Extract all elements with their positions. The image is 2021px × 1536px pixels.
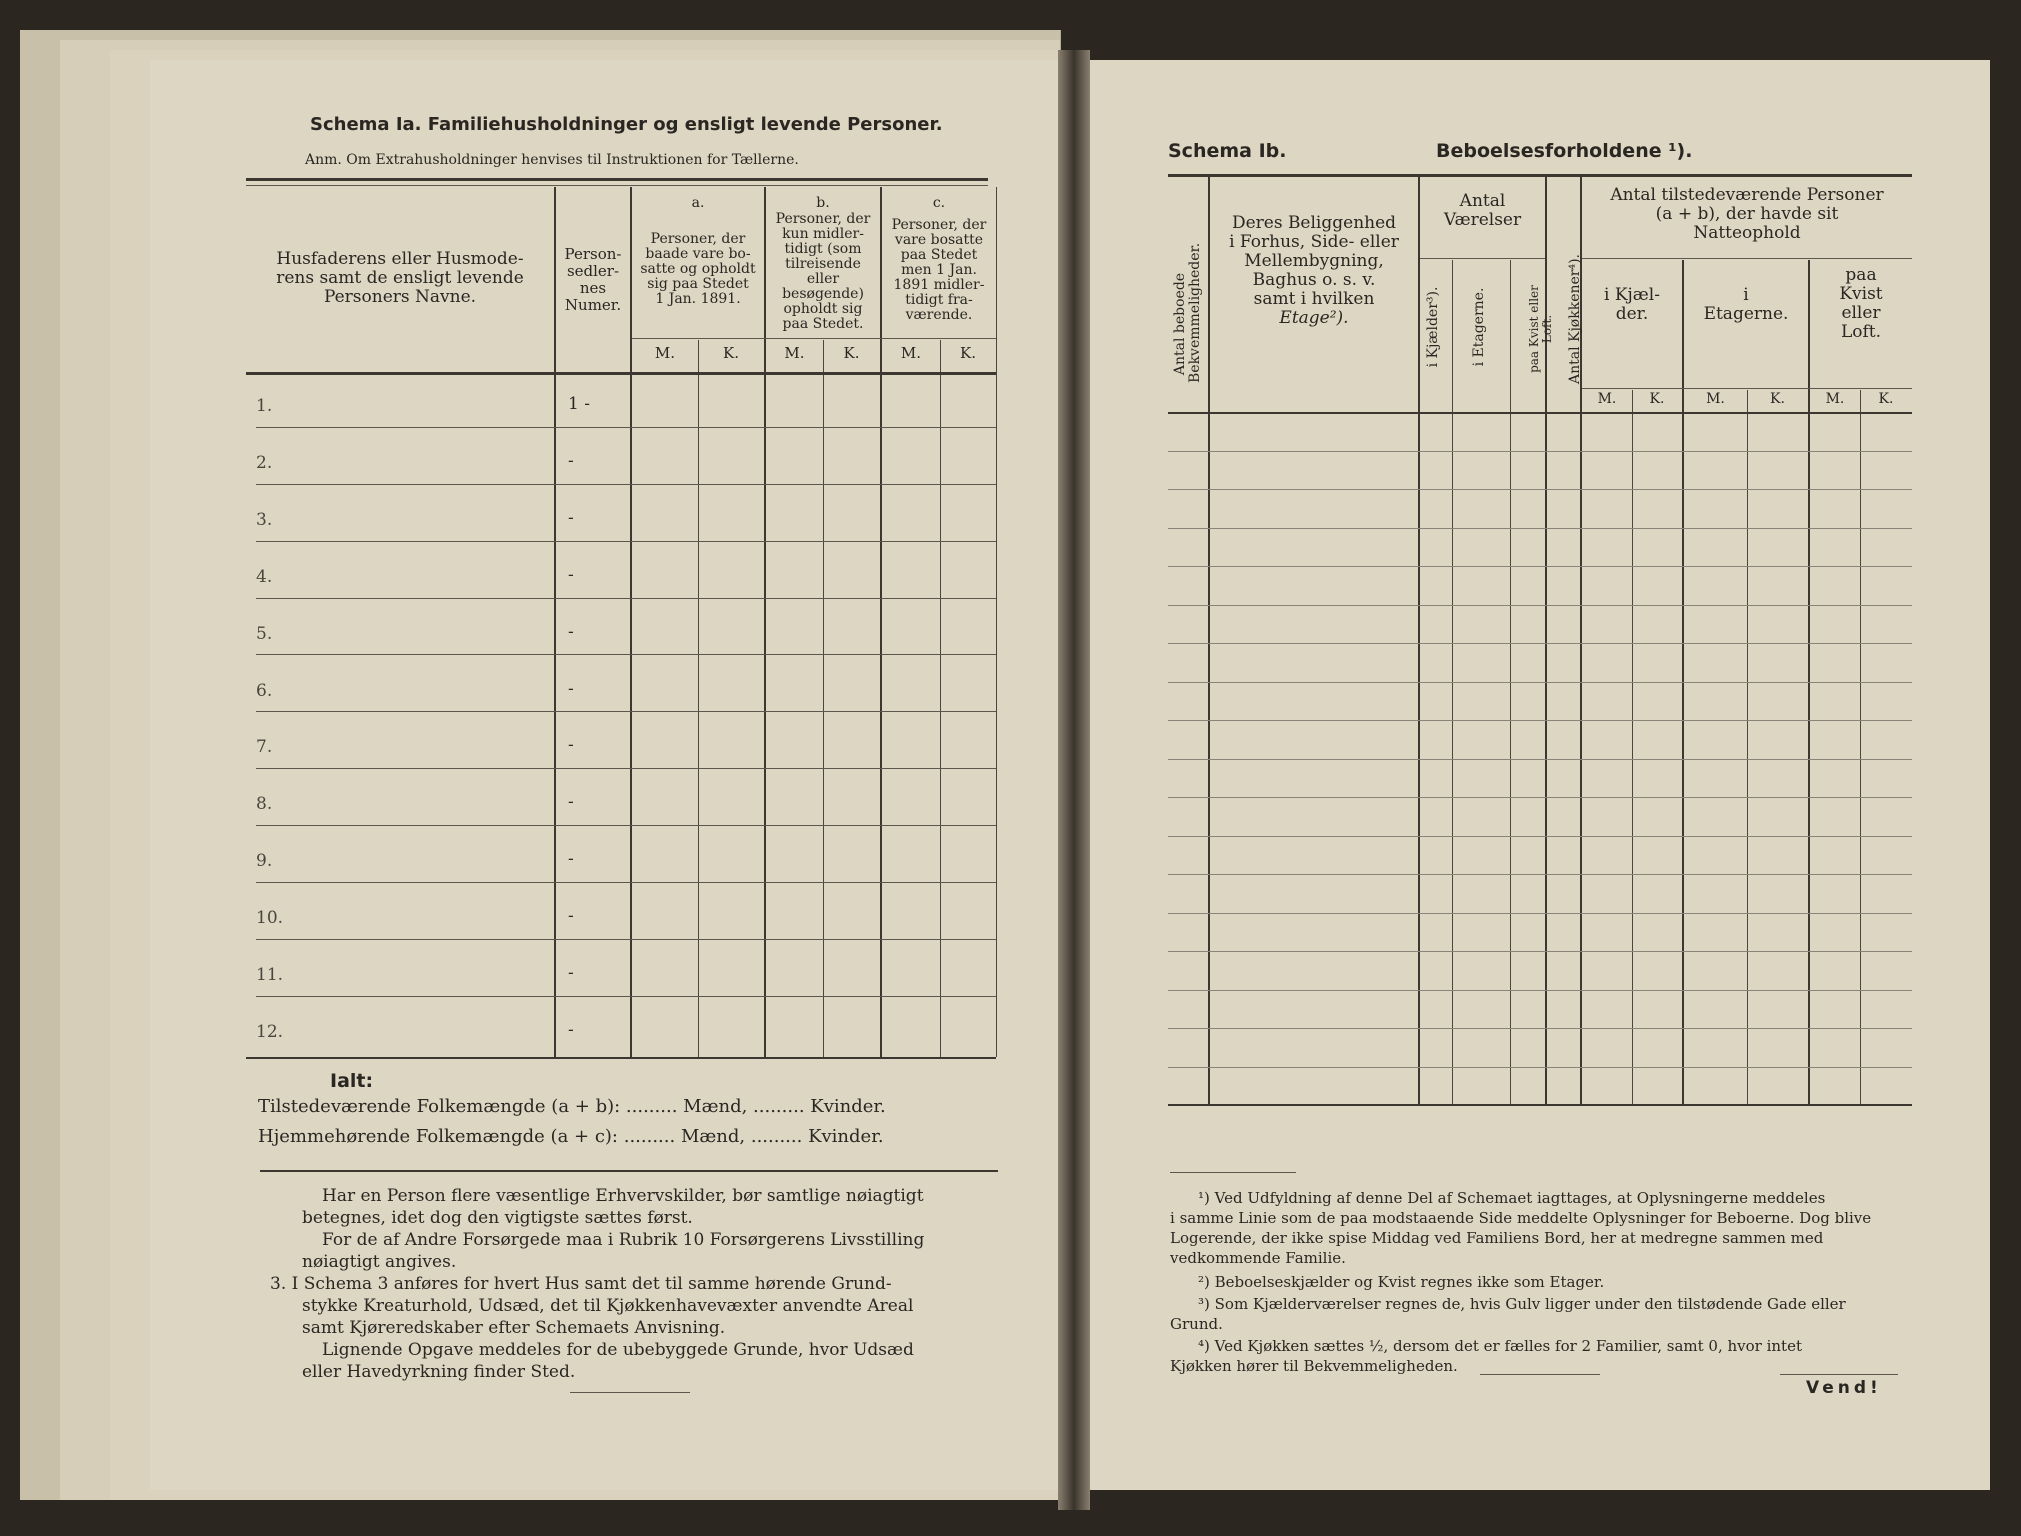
mk-label: M. xyxy=(900,344,922,362)
person-slip-number: - xyxy=(568,849,574,870)
ialt-label: Ialt: xyxy=(330,1070,374,1092)
row-rule xyxy=(1168,759,1912,760)
col-header-name: Husfaderens eller Husmode- rens samt de ensligt levende Personers Navne. xyxy=(276,249,524,307)
row-number: 2. xyxy=(256,452,273,473)
footnote-line: vedkommende Familie. xyxy=(1170,1249,1346,1267)
footnote-line: Logerende, der ikke spise Middag ved Familiens Bord, her at medregne sammen med xyxy=(1170,1229,1824,1247)
row-number: 7. xyxy=(256,737,273,758)
row-rule xyxy=(1168,874,1912,875)
row-rule xyxy=(1168,913,1912,914)
book-gutter xyxy=(1058,50,1090,1510)
footer-line: eller Havedyrkning finder Sted. xyxy=(302,1362,576,1382)
anm-note: Anm. Om Extrahusholdninger henvises til Instruktionen for Tællerne. xyxy=(305,152,799,168)
row-rule xyxy=(256,768,996,769)
footnote-line: ¹) Ved Udfyldning af denne Del af Schemaet iagttages, at Oplysningerne meddeles xyxy=(1198,1189,1826,1207)
person-slip-number: - xyxy=(568,450,574,471)
row-rule xyxy=(1168,643,1912,644)
row-number: 4. xyxy=(256,566,273,587)
row-rule xyxy=(256,939,996,940)
footnote-line: i samme Linie som de paa modstaaende Side meddelte Oplysninger for Beboerne. Dog blive xyxy=(1170,1209,1872,1227)
row-rule xyxy=(1168,797,1912,798)
col-header-b: Personer, der kun midler- tidigt (som tilreisende eller besøgende) opholdt sig paa Stedet. xyxy=(775,211,871,332)
table-row xyxy=(150,772,1000,829)
row-rule xyxy=(1168,566,1912,567)
col-header-i-kjaelder: i Kjæl- der. xyxy=(1604,285,1660,324)
table-row xyxy=(150,943,1000,1000)
table-row xyxy=(150,488,1000,545)
footer-line: Har en Person flere væsentlige Erhvervskilder, bør samtlige nøiagtigt xyxy=(322,1186,924,1206)
row-rule xyxy=(1168,451,1912,452)
left-page xyxy=(150,60,1058,1490)
row-number: 8. xyxy=(256,794,273,815)
footer-line: Lignende Opgave meddeles for de ubebyggede Grunde, hvor Udsæd xyxy=(322,1340,914,1360)
row-number: 3. xyxy=(256,509,273,530)
col-header-personer: Antal tilstedeværende Personer (a + b), der havde sit Natteophold xyxy=(1610,185,1884,243)
row-rule xyxy=(256,711,996,712)
col-header-etagerne: i Etagerne. xyxy=(1471,287,1487,367)
person-slip-number: 1 - xyxy=(568,394,590,414)
mk-label: K. xyxy=(843,344,860,362)
col-header-c: Personer, der vare bosatte paa Stedet men 1 Jan. 1891 midler- tidigt fra- værende. xyxy=(891,217,987,323)
vend-label: Vend! xyxy=(1806,1378,1882,1398)
row-rule xyxy=(256,882,996,883)
person-slip-number: - xyxy=(568,735,574,756)
footer-line: stykke Kreaturhold, Udsæd, det til Kjøkkenhavevæxter anvendte Areal xyxy=(302,1296,914,1316)
mk-label: M. xyxy=(1825,391,1845,407)
row-rule xyxy=(1168,528,1912,529)
person-slip-number: - xyxy=(568,507,574,528)
schema-ib-subtitle: Beboelsesforholdene ¹). xyxy=(1436,140,1693,162)
table-row xyxy=(150,374,1000,431)
row-number: 1. xyxy=(256,396,273,416)
person-slip-number: - xyxy=(568,621,574,642)
mk-label: M. xyxy=(784,344,805,362)
col-b-letter: b. xyxy=(816,195,830,211)
footnote-line: Kjøkken hører til Bekvemmeligheden. xyxy=(1170,1357,1458,1375)
row-number: 5. xyxy=(256,623,273,644)
footer-line: nøiagtigt angives. xyxy=(302,1252,457,1272)
table-row xyxy=(150,886,1000,943)
sum-tilstede: Tilstedeværende Folkemængde (a + b): ......... Mænd, ......... Kvinder. xyxy=(258,1096,886,1117)
schema-ib-title: Schema Ib. xyxy=(1168,140,1287,162)
footnote-line: ³) Som Kjælderværelser regnes de, hvis Gulv ligger under den tilstødende Gade eller xyxy=(1198,1295,1846,1313)
row-number: 6. xyxy=(256,680,273,701)
footer-line: 3. I Schema 3 anføres for hvert Hus samt det til samme hørende Grund- xyxy=(270,1274,892,1294)
col-header-vaerelser: Antal Værelser xyxy=(1443,191,1522,230)
col-header-a: Personer, der baade vare bo- satte og opholdt sig paa Stedet 1 Jan. 1891. xyxy=(640,231,756,307)
col-header-kjaelder: i Kjælder³). xyxy=(1425,286,1441,368)
footnote-line: ⁴) Ved Kjøkken sættes ½, dersom det er fælles for 2 Familier, samt 0, hvor intet xyxy=(1198,1337,1802,1355)
table-row xyxy=(150,602,1000,659)
row-rule xyxy=(256,598,996,599)
footnote-line: ²) Beboelseskjælder og Kvist regnes ikke som Etager. xyxy=(1198,1273,1605,1291)
col-header-kjokkener: Antal Kjøkkener⁴). xyxy=(1567,253,1583,385)
col-header-beliggenhed: Deres Beliggenhed i Forhus, Side- eller Mellembygning, Baghus o. s. v. samt i hvilken Etage²). xyxy=(1229,213,1399,328)
row-rule xyxy=(1168,1028,1912,1029)
row-number: 10. xyxy=(256,908,284,929)
right-page xyxy=(1090,60,1990,1490)
mk-label: K. xyxy=(1878,391,1894,407)
row-rule xyxy=(256,825,996,826)
mk-label: K. xyxy=(960,344,976,362)
col-a-letter: a. xyxy=(691,195,705,211)
col-c-letter: c. xyxy=(932,195,946,211)
col-header-number: Person- sedler- nes Numer. xyxy=(564,245,622,314)
row-number: 12. xyxy=(256,1021,284,1042)
row-rule xyxy=(1168,1067,1912,1068)
row-rule xyxy=(1168,605,1912,606)
row-rule xyxy=(1168,489,1912,490)
col-header-kvist-loft: paa Kvist eller Loft. xyxy=(1839,265,1883,342)
table-row xyxy=(150,1000,1000,1057)
row-rule xyxy=(1168,682,1912,683)
mk-label: K. xyxy=(723,344,739,362)
footer-line: samt Kjøreredskaber efter Schemaets Anvisning. xyxy=(302,1318,726,1338)
row-rule xyxy=(1168,836,1912,837)
mk-label: K. xyxy=(1770,391,1785,407)
person-slip-number: - xyxy=(568,792,574,813)
row-rule xyxy=(1168,720,1912,721)
row-rule xyxy=(1168,990,1912,991)
person-slip-number: - xyxy=(568,678,574,699)
table-row xyxy=(150,715,1000,772)
table-row xyxy=(150,545,1000,602)
person-slip-number: - xyxy=(568,1019,574,1040)
table-row xyxy=(150,431,1000,488)
sum-hjemme: Hjemmehørende Folkemængde (a + c): ......... Mænd, ......... Kvinder. xyxy=(258,1126,884,1147)
row-rule xyxy=(256,654,996,655)
table-row xyxy=(150,829,1000,886)
mk-label: K. xyxy=(1649,391,1665,407)
schema-ia-title: Schema Ia. Familiehusholdninger og ensligt levende Personer. xyxy=(310,114,943,135)
row-rule xyxy=(256,484,996,485)
row-rule xyxy=(1168,951,1912,952)
row-rule xyxy=(256,996,996,997)
person-slip-number: - xyxy=(568,564,574,585)
person-slip-number: - xyxy=(568,906,574,927)
col-header-i-etagerne: i Etagerne. xyxy=(1703,285,1789,324)
person-slip-number: - xyxy=(568,963,574,983)
footnote-line: Grund. xyxy=(1170,1315,1223,1333)
footer-line: betegnes, idet dog den vigtigste sættes først. xyxy=(302,1208,693,1228)
row-rule xyxy=(256,541,996,542)
col-header-antal-bekvem: Antal beboede Bekvemmeligheder. xyxy=(1172,242,1203,383)
footer-line: For de af Andre Forsørgede maa i Rubrik 10 Forsørgerens Livsstilling xyxy=(322,1230,925,1250)
mk-label: M. xyxy=(1597,391,1617,407)
row-number: 9. xyxy=(256,851,273,872)
row-number: 11. xyxy=(256,965,284,985)
table-row xyxy=(150,659,1000,716)
row-rule xyxy=(256,427,996,428)
col-header-kvist: paa Kvist eller Loft. xyxy=(1527,285,1554,373)
mk-label: M. xyxy=(1706,391,1725,407)
mk-label: M. xyxy=(654,344,676,362)
